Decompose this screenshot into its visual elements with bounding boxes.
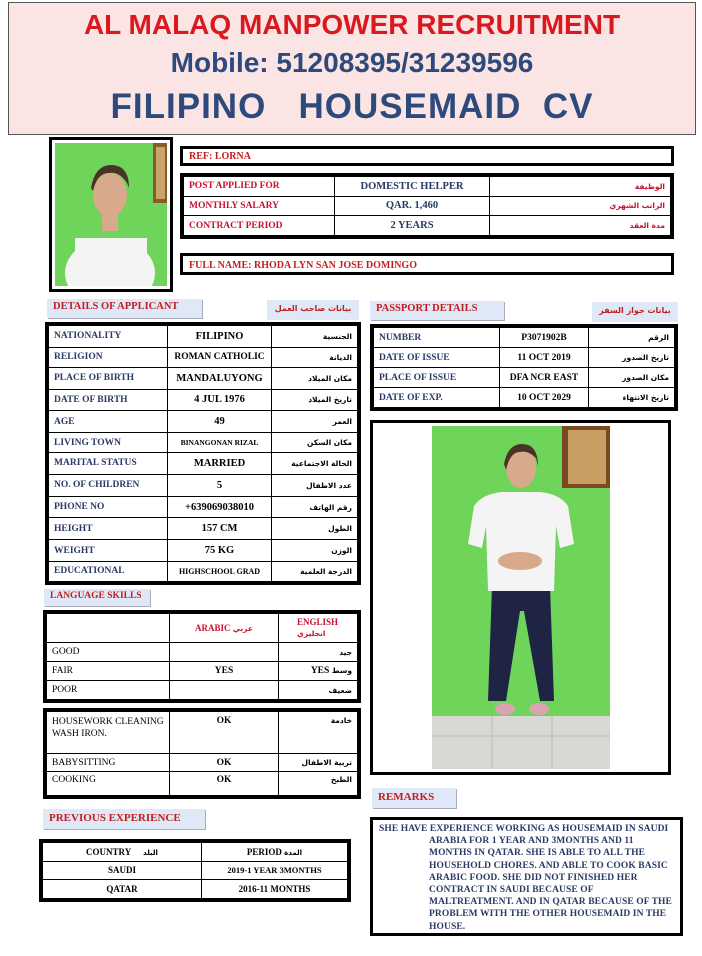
table-cell: NO. OF CHILDREN	[49, 474, 168, 496]
position-arabic: الوظيفة	[490, 177, 671, 197]
table-cell: HIGHSCHOOL GRAD	[168, 561, 272, 581]
applicant-row	[49, 518, 358, 540]
table-cell: +639069038010	[168, 496, 272, 518]
table-cell: DFA NCR EAST	[500, 368, 589, 388]
table-cell: 49	[168, 411, 272, 433]
table-cell: WEIGHT	[49, 540, 168, 562]
skill-row	[47, 754, 358, 772]
table-cell: PLACE OF ISSUE	[374, 368, 500, 388]
table-cell: الرقم	[589, 328, 675, 348]
english-column	[279, 614, 358, 643]
table-cell: 10 OCT 2029	[500, 388, 589, 408]
language-row	[47, 662, 358, 681]
table-cell: 5	[168, 474, 272, 496]
table-cell: خادمة	[279, 712, 358, 754]
position-row	[184, 216, 671, 236]
applicant-row	[49, 326, 358, 348]
table-cell: OK	[170, 754, 279, 772]
applicant-table	[45, 322, 361, 585]
cell-text: البلد	[143, 848, 158, 857]
position-label: CONTRACT PERIOD	[184, 216, 335, 236]
position-value: 2 YEARS	[335, 216, 490, 236]
table-cell: تاريخ الصدور	[589, 348, 675, 368]
applicant-heading-ar: بيانات صاحب العمل	[267, 300, 359, 320]
table-cell: عدد الاطفال	[272, 474, 358, 496]
passport-row	[374, 348, 675, 368]
table-cell	[170, 643, 279, 662]
arabic-column	[170, 614, 279, 643]
agency-mobile: Mobile: 51208395/31239596	[170, 47, 534, 78]
table-cell: PLACE OF BIRTH	[49, 367, 168, 389]
applicant-row	[49, 389, 358, 411]
table-cell: MARRIED	[168, 453, 272, 475]
cv-title: FILIPINO HOUSEMAID CV	[110, 87, 594, 126]
applicant-row	[49, 367, 358, 389]
table-cell: YES	[170, 662, 279, 681]
table-cell: RELIGION	[49, 347, 168, 367]
position-label: POST APPLIED FOR	[184, 177, 335, 197]
table-cell: تاريخ الانتهاء	[589, 388, 675, 408]
agency-title: AL MALAQ MANPOWER RECRUITMENT	[83, 9, 621, 40]
table-cell: مكان السكن	[272, 433, 358, 453]
passport-table	[370, 324, 678, 411]
table-cell: AGE	[49, 411, 168, 433]
table-cell: الحالة الاجتماعية	[272, 453, 358, 475]
passport-row	[374, 368, 675, 388]
table-cell	[43, 843, 202, 862]
position-table	[180, 173, 674, 239]
experience-heading: PREVIOUS EXPERIENCE	[43, 809, 205, 829]
table-cell: P3071902B	[500, 328, 589, 348]
table-cell: 4 JUL 1976	[168, 389, 272, 411]
table-cell: EDUCATIONAL	[49, 561, 168, 581]
table-cell: COOKING	[47, 772, 170, 796]
position-value: QAR. 1,460	[335, 196, 490, 216]
table-cell: FILIPINO	[168, 326, 272, 348]
remarks-text: SHE HAVE EXPERIENCE WORKING AS HOUSEMAID IN SAUDI ARABIA FOR 1 YEAR AND 3MONTHS AND 11 MONTHS IN QATAR. SHE IS ABLE TO ALL THE HOUSEHOLD CHORES. AND ABLE TO COOK BASIC ARABIC FOOD. SHE DID NOT FINISHED HER CONTRACT IN SAUDI BECAUSE OF MALTREATMENT. AND IN QATAR BECAUSE OF THE PROBLEM WITH THE OTHER HOUSEMAID IN THE HOUSE.	[379, 824, 672, 932]
table-cell: 11 OCT 2019	[500, 348, 589, 368]
table-cell: مكان الصدور	[589, 368, 675, 388]
language-table	[43, 610, 361, 703]
table-cell: OK	[170, 772, 279, 796]
cell-text: جيد	[339, 647, 352, 657]
table-cell: QATAR	[43, 880, 202, 899]
table-cell: رقم الهاتف	[272, 496, 358, 518]
full-body-photo-image	[432, 426, 610, 769]
table-cell	[170, 681, 279, 700]
table-cell: NATIONALITY	[49, 326, 168, 348]
portrait-photo	[49, 137, 173, 292]
cell-text: انجليزي	[297, 629, 326, 638]
table-cell: MANDALUYONG	[168, 367, 272, 389]
table-cell: الجنسية	[272, 326, 358, 348]
cell-text: ARABIC	[195, 623, 231, 633]
table-cell: ROMAN CATHOLIC	[168, 347, 272, 367]
table-cell: الطول	[272, 518, 358, 540]
table-cell: OK	[170, 712, 279, 754]
position-row	[184, 177, 671, 197]
table-cell: 75 KG	[168, 540, 272, 562]
cell-text: COUNTRY	[86, 846, 131, 857]
applicant-row	[49, 496, 358, 518]
cell-text: عربي	[232, 624, 253, 633]
cell-text: وسط	[331, 666, 352, 675]
cell-text: ضعيف	[328, 685, 352, 695]
full-name-box	[180, 253, 674, 275]
position-arabic: الراتب الشهري	[490, 196, 671, 216]
table-cell: SAUDI	[43, 861, 202, 880]
applicant-row	[49, 561, 358, 581]
applicant-row	[49, 433, 358, 453]
table-cell: DATE OF ISSUE	[374, 348, 500, 368]
header-banner	[8, 2, 696, 135]
table-cell	[47, 614, 170, 643]
position-arabic: مدة العقد	[490, 216, 671, 236]
skill-row	[47, 712, 358, 754]
table-cell: NUMBER	[374, 328, 500, 348]
table-cell: مكان الميلاد	[272, 367, 358, 389]
table-cell: LIVING TOWN	[49, 433, 168, 453]
table-cell: GOOD	[47, 643, 170, 662]
table-cell: الديانة	[272, 347, 358, 367]
table-cell: الدرجة العلمية	[272, 561, 358, 581]
experience-header-row	[43, 843, 348, 862]
language-row	[47, 643, 358, 662]
table-cell: BABYSITTING	[47, 754, 170, 772]
table-cell	[202, 843, 348, 862]
experience-table	[39, 839, 351, 902]
remarks-box	[370, 817, 683, 936]
table-cell: تاريخ الميلاد	[272, 389, 358, 411]
applicant-heading: DETAILS OF APPLICANT	[47, 299, 202, 318]
language-heading: LANGUAGE SKILLS	[44, 589, 150, 606]
applicant-row	[49, 453, 358, 475]
portrait-photo-image	[55, 143, 167, 286]
table-cell: تربية الاطفال	[279, 754, 358, 772]
passport-row	[374, 328, 675, 348]
table-cell: POOR	[47, 681, 170, 700]
passport-heading-ar: بيانات جواز السفر	[592, 302, 678, 322]
table-cell: HOUSEWORK CLEANING WASH IRON.	[47, 712, 170, 754]
ref-box	[180, 146, 674, 166]
table-cell: DATE OF BIRTH	[49, 389, 168, 411]
table-cell: DATE OF EXP.	[374, 388, 500, 408]
applicant-row	[49, 411, 358, 433]
experience-row	[43, 880, 348, 899]
position-label: MONTHLY SALARY	[184, 196, 335, 216]
table-cell: MARITAL STATUS	[49, 453, 168, 475]
table-cell: PHONE NO	[49, 496, 168, 518]
passport-heading: PASSPORT DETAILS	[370, 301, 504, 320]
position-value: DOMESTIC HELPER	[335, 177, 490, 197]
experience-row	[43, 861, 348, 880]
language-row	[47, 681, 358, 700]
table-cell: الطبخ	[279, 772, 358, 796]
language-header-row	[47, 614, 358, 643]
full-body-photo	[370, 420, 671, 775]
cell-text: ENGLISH	[297, 617, 339, 627]
skills-table	[43, 708, 361, 799]
table-cell: 157 CM	[168, 518, 272, 540]
table-cell	[279, 662, 358, 681]
skill-row	[47, 772, 358, 796]
table-cell: العمر	[272, 411, 358, 433]
cell-text: المدة	[284, 848, 303, 857]
applicant-row	[49, 347, 358, 367]
table-cell	[279, 681, 358, 700]
passport-row	[374, 388, 675, 408]
cell-text: PERIOD	[246, 846, 282, 857]
ref-text: REF: LORNA	[189, 151, 251, 162]
table-cell: 2019-1 YEAR 3MONTHS	[202, 861, 348, 880]
remarks-heading: REMARKS	[372, 788, 456, 808]
table-cell: HEIGHT	[49, 518, 168, 540]
applicant-row	[49, 540, 358, 562]
table-cell: FAIR	[47, 662, 170, 681]
table-cell: BINANGONAN RIZAL	[168, 433, 272, 453]
table-cell	[279, 643, 358, 662]
table-cell: الوزن	[272, 540, 358, 562]
applicant-row	[49, 474, 358, 496]
position-row	[184, 196, 671, 216]
full-name: FULL NAME: RHODA LYN SAN JOSE DOMINGO	[189, 260, 417, 271]
cell-text: YES	[310, 666, 330, 676]
table-cell: 2016-11 MONTHS	[202, 880, 348, 899]
